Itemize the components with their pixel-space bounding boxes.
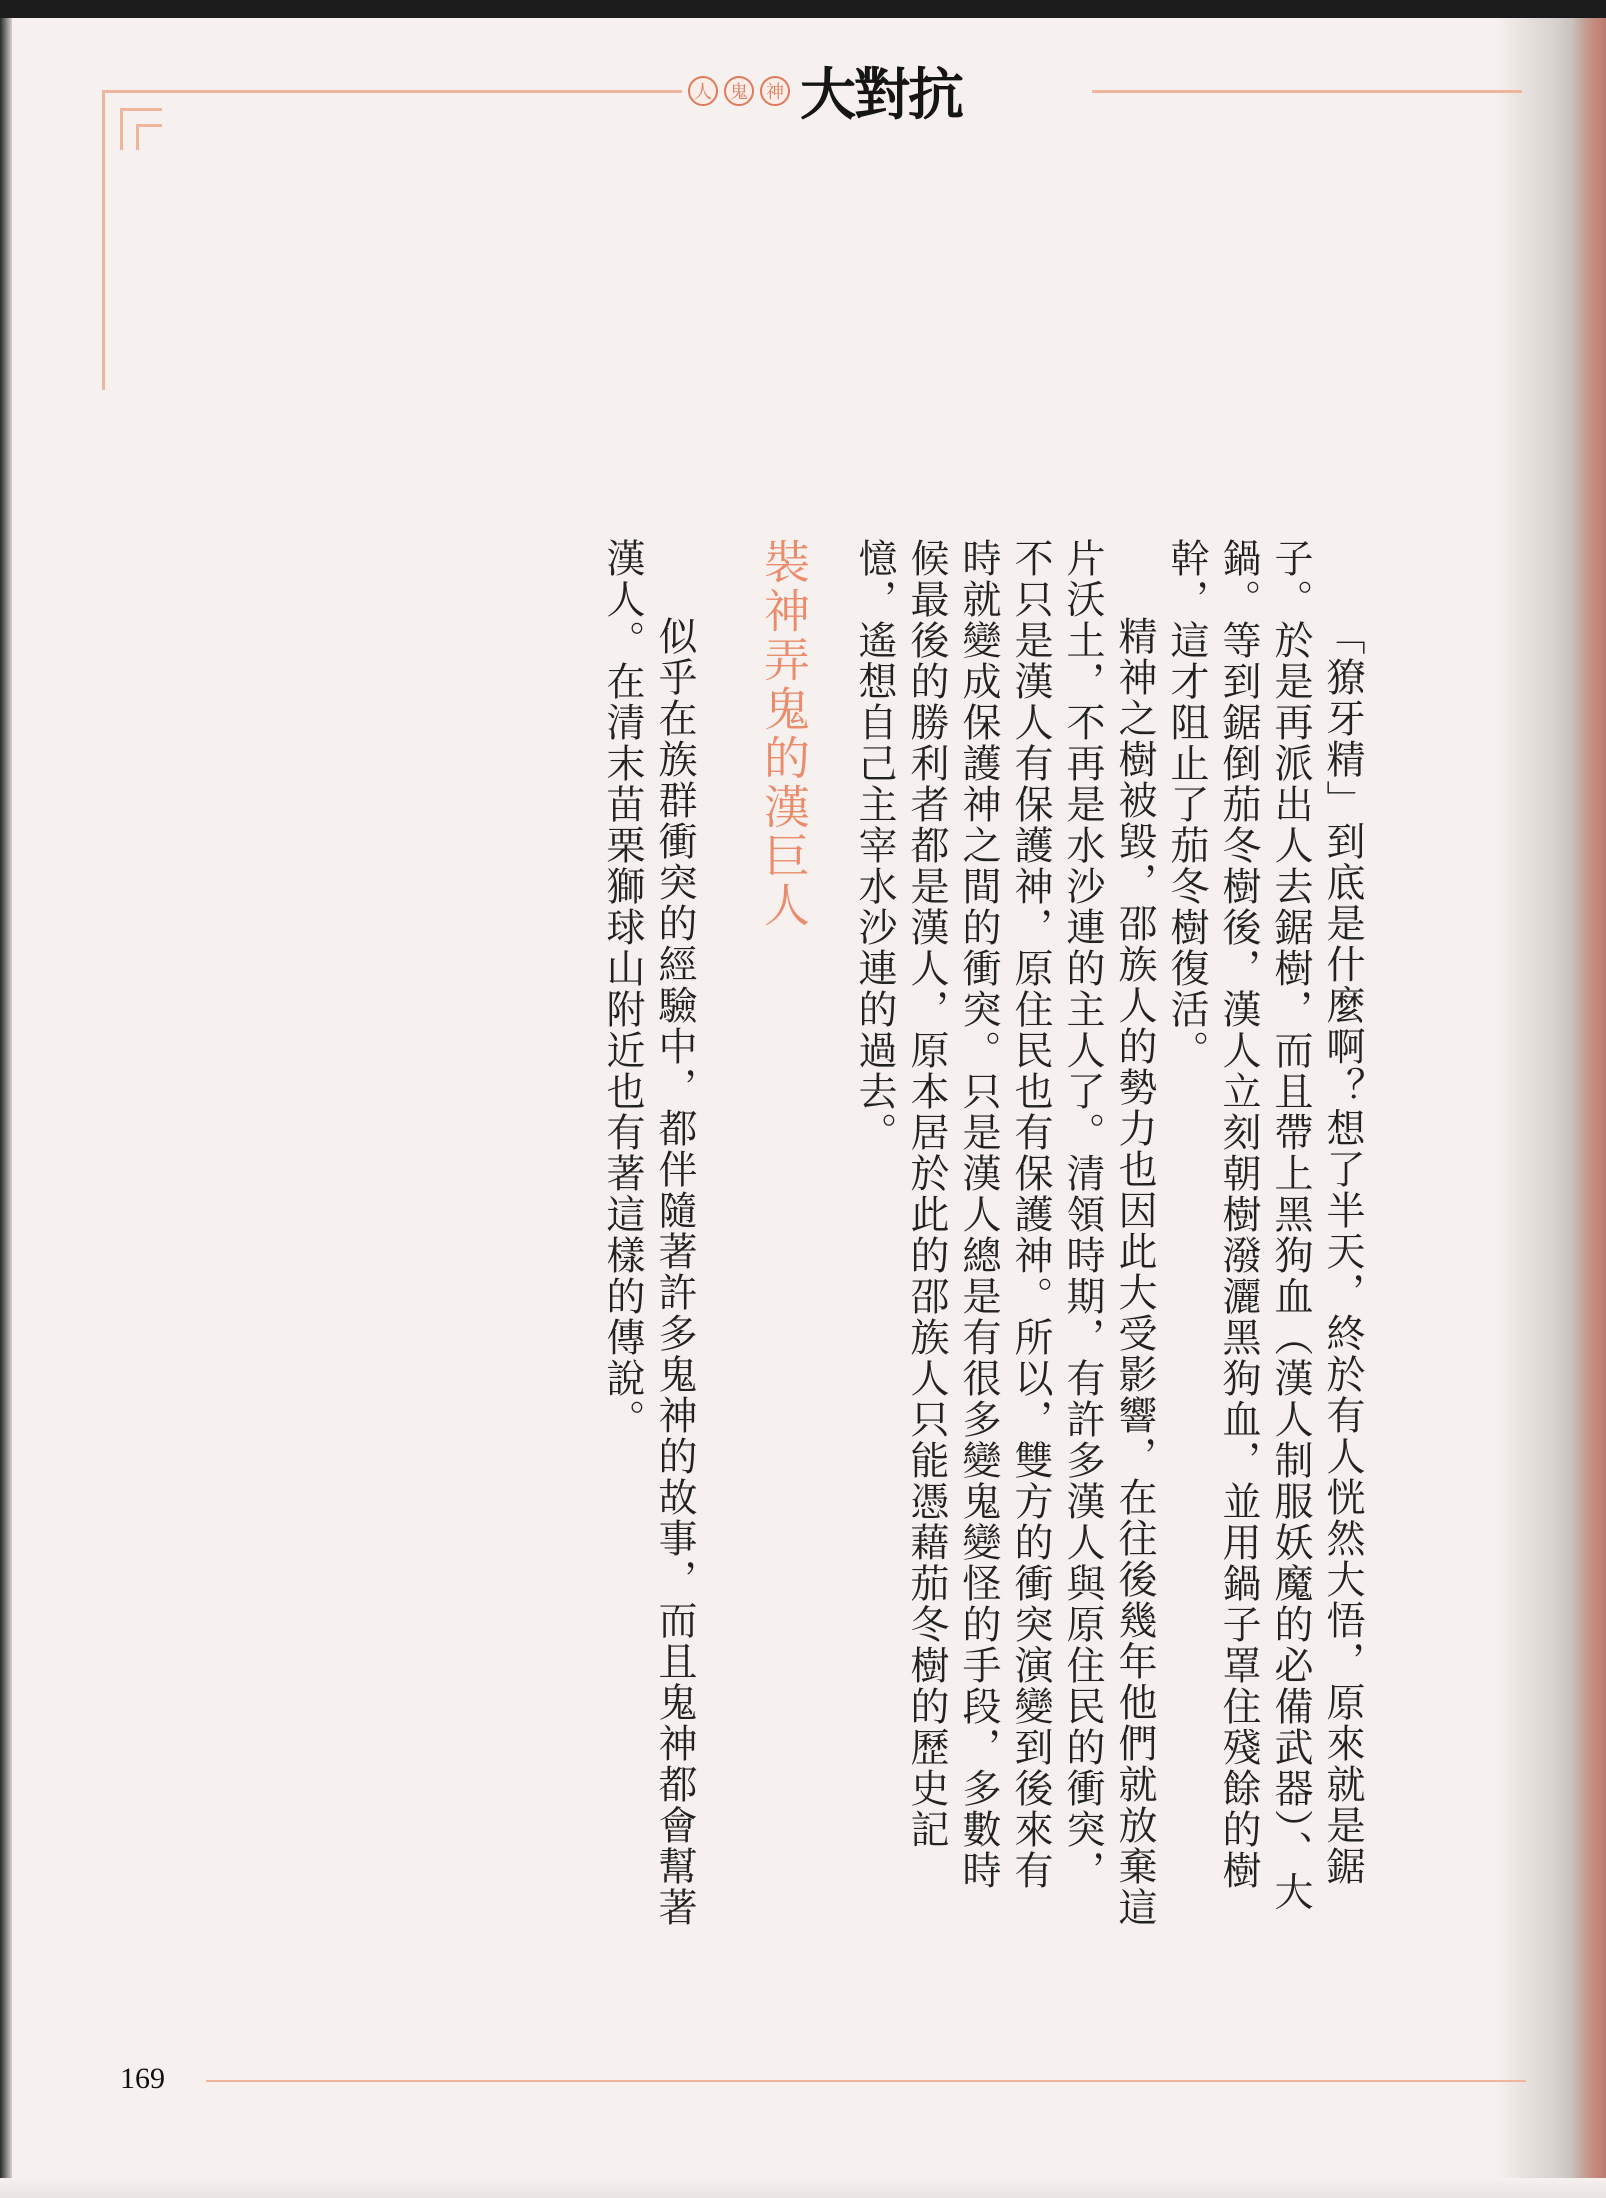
masthead-circle-char: 鬼 xyxy=(724,76,754,106)
vertical-body-text xyxy=(208,538,1368,1928)
masthead-circles xyxy=(688,76,790,106)
book-masthead xyxy=(688,54,1088,128)
masthead-title: 大對抗 xyxy=(800,63,962,128)
section-paragraph: 似乎在族群衝突的經驗中，都伴隨著許多鬼神的故事，而且鬼神都會幫著漢人。在清末苗栗獅球山附近也有著這樣的傳說。 xyxy=(600,538,697,1928)
scan-top-edge xyxy=(0,0,1606,18)
header-rule-left xyxy=(102,90,682,93)
masthead-circle-char: 神 xyxy=(760,76,790,106)
page-number: 169 xyxy=(120,2062,165,2095)
footer-rule xyxy=(206,2080,1526,2082)
body-paragraph: 「獠牙精」到底是什麼啊？想了半天，終於有人恍然大悟，原來就是鋸子。於是再派出人去鋸樹，而且帶上黑狗血（漢人制服妖魔的必備武器）、大鍋。等到鋸倒茄冬樹後，漢人立刻朝樹潑灑黑狗血，並用鍋子罩住殘餘的樹幹，這才阻止了茄冬樹復活。 xyxy=(1164,538,1365,1913)
masthead-circle-char: 人 xyxy=(688,76,718,106)
corner-fret-ornament xyxy=(102,90,162,150)
book-spine-edge xyxy=(1572,18,1606,2198)
scan-left-edge xyxy=(0,18,12,2198)
scan-bottom-edge xyxy=(0,2178,1606,2198)
header-rule-right xyxy=(1092,90,1522,93)
section-heading: 裝神弄鬼的漢巨人 xyxy=(757,538,811,930)
body-paragraph: 精神之樹被毀，邵族人的勢力也因此大受影響，在往後幾年他們就放棄這片沃土，不再是水沙連的主人了。清領時期，有許多漢人與原住民的衝突，不只是漢人有保護神，原住民也有保護神。所以，雙方的衝突演變到後來有時就變成保護神之間的衝突。只是漢人總是有很多變鬼變怪的手段，多數時候最後的勝利者都是漢人，原本居於此的邵族人只能憑藉茄冬樹的歷史記憶，遙想自己主宰水沙連的過去。 xyxy=(852,538,1157,1928)
